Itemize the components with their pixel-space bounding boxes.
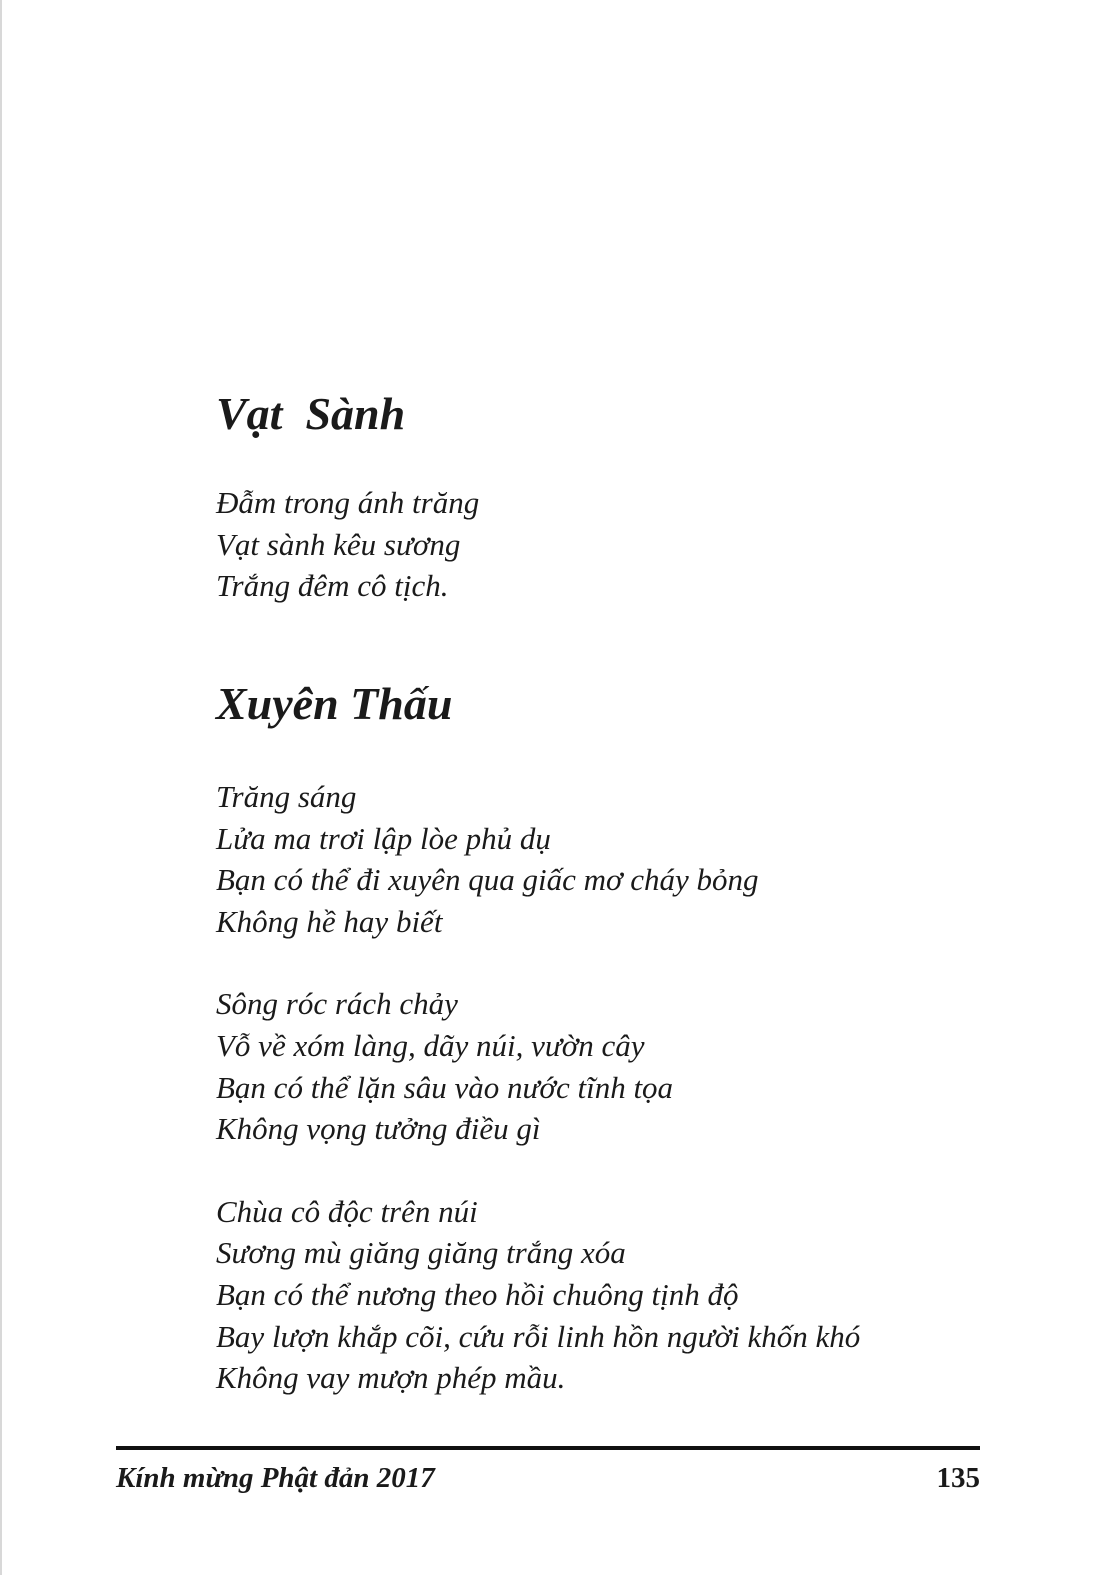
poem-line: Bay lượn khắp cõi, cứu rỗi linh hồn người khốn khó bbox=[216, 1318, 861, 1354]
poem-vat-sanh bbox=[216, 386, 479, 607]
poem-line: Trăng sáng bbox=[216, 779, 357, 814]
poem-line: Trắng đêm cô tịch. bbox=[216, 568, 449, 604]
poem-xuyen-thau bbox=[216, 676, 860, 1399]
poem-line: Vạt sành kêu sương bbox=[216, 526, 461, 562]
poem-title: Vạt Sành bbox=[216, 388, 406, 439]
stanza bbox=[216, 1191, 860, 1399]
poem-body bbox=[216, 482, 479, 607]
poem-line: Lửa ma trơi lập lòe phủ dụ bbox=[216, 820, 551, 856]
stanza bbox=[216, 776, 860, 942]
poem-line: Không vọng tưởng điều gì bbox=[216, 1111, 541, 1147]
poem-line: Không hề hay biết bbox=[216, 903, 443, 939]
footer-publication-title: Kính mừng Phật đản 2017 bbox=[116, 1462, 435, 1494]
stanza bbox=[216, 983, 860, 1149]
footer-divider bbox=[116, 1446, 980, 1450]
poem-line: Bạn có thể nương theo hồi chuông tịnh độ bbox=[216, 1276, 739, 1312]
poem-line: Bạn có thể lặn sâu vào nước tĩnh tọa bbox=[216, 1069, 674, 1105]
page-number: 135 bbox=[936, 1462, 980, 1494]
poem-line: Sương mù giăng giăng trắng xóa bbox=[216, 1235, 626, 1271]
poem-body bbox=[216, 776, 860, 1399]
poem-title: Xuyên Thấu bbox=[216, 678, 453, 729]
poem-line: Không vay mượn phép mầu. bbox=[216, 1360, 566, 1396]
poem-line: Sông róc rách chảy bbox=[216, 986, 458, 1022]
poem-line: Bạn có thể đi xuyên qua giấc mơ cháy bỏng bbox=[216, 862, 759, 898]
poem-line: Vỗ về xóm làng, dãy núi, vườn cây bbox=[216, 1027, 645, 1063]
page-edge bbox=[0, 0, 2, 1575]
poem-line: Chùa cô độc trên núi bbox=[216, 1193, 478, 1229]
poem-line: Đẫm trong ánh trăng bbox=[216, 485, 480, 520]
stanza bbox=[216, 482, 479, 607]
